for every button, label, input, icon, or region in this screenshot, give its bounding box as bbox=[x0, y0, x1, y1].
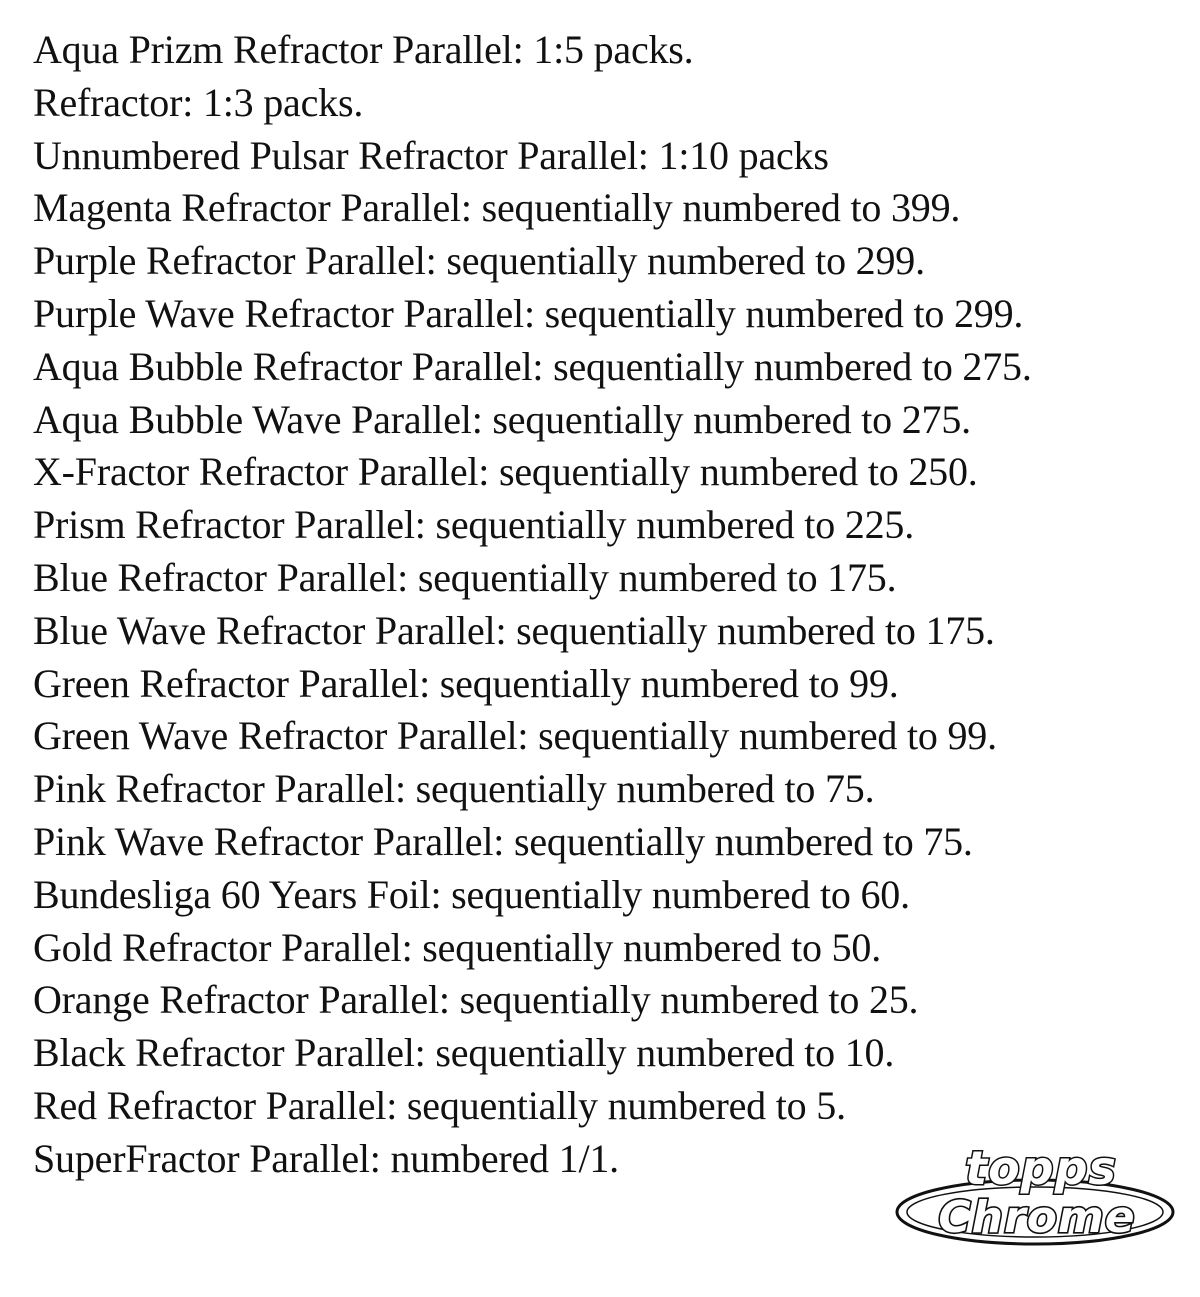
logo-bottom-word: Chrome bbox=[938, 1192, 1136, 1243]
topps-chrome-logo bbox=[893, 1140, 1178, 1252]
list-line: Green Refractor Parallel: sequentially numbered to 99. bbox=[33, 660, 899, 706]
list-line: Green Wave Refractor Parallel: sequentially numbered to 99. bbox=[33, 713, 997, 759]
list-line: Aqua Bubble Wave Parallel: sequentially numbered to 275. bbox=[33, 396, 971, 442]
list-line: SuperFractor Parallel: numbered 1/1. bbox=[33, 1135, 619, 1181]
list-line: Prism Refractor Parallel: sequentially numbered to 225. bbox=[33, 502, 914, 548]
list-line: Blue Wave Refractor Parallel: sequentially numbered to 175. bbox=[33, 607, 995, 653]
list-line: Purple Refractor Parallel: sequentially numbered to 299. bbox=[33, 238, 925, 284]
parallel-odds-list bbox=[33, 24, 1173, 1186]
list-line: Bundesliga 60 Years Foil: sequentially numbered to 60. bbox=[33, 871, 910, 917]
logo-top-word: topps bbox=[965, 1141, 1117, 1195]
list-line: Gold Refractor Parallel: sequentially numbered to 50. bbox=[33, 924, 882, 970]
list-line: Pink Refractor Parallel: sequentially numbered to 75. bbox=[33, 766, 875, 812]
list-line: Refractor: 1:3 packs. bbox=[33, 79, 364, 125]
list-line: Black Refractor Parallel: sequentially numbered to 10. bbox=[33, 1030, 895, 1076]
list-line: Pink Wave Refractor Parallel: sequentially numbered to 75. bbox=[33, 818, 973, 864]
list-line: Blue Refractor Parallel: sequentially numbered to 175. bbox=[33, 554, 897, 600]
list-line: X-Fractor Refractor Parallel: sequentially numbered to 250. bbox=[33, 449, 978, 495]
list-line: Red Refractor Parallel: sequentially numbered to 5. bbox=[33, 1082, 846, 1128]
list-line: Unnumbered Pulsar Refractor Parallel: 1:10 packs bbox=[33, 132, 829, 178]
list-line: Orange Refractor Parallel: sequentially numbered to 25. bbox=[33, 977, 919, 1023]
list-line: Purple Wave Refractor Parallel: sequentially numbered to 299. bbox=[33, 290, 1024, 336]
list-line: Aqua Prizm Refractor Parallel: 1:5 packs. bbox=[33, 27, 694, 72]
list-line: Magenta Refractor Parallel: sequentially numbered to 399. bbox=[33, 185, 961, 231]
list-line: Aqua Bubble Refractor Parallel: sequentially numbered to 275. bbox=[33, 343, 1032, 389]
